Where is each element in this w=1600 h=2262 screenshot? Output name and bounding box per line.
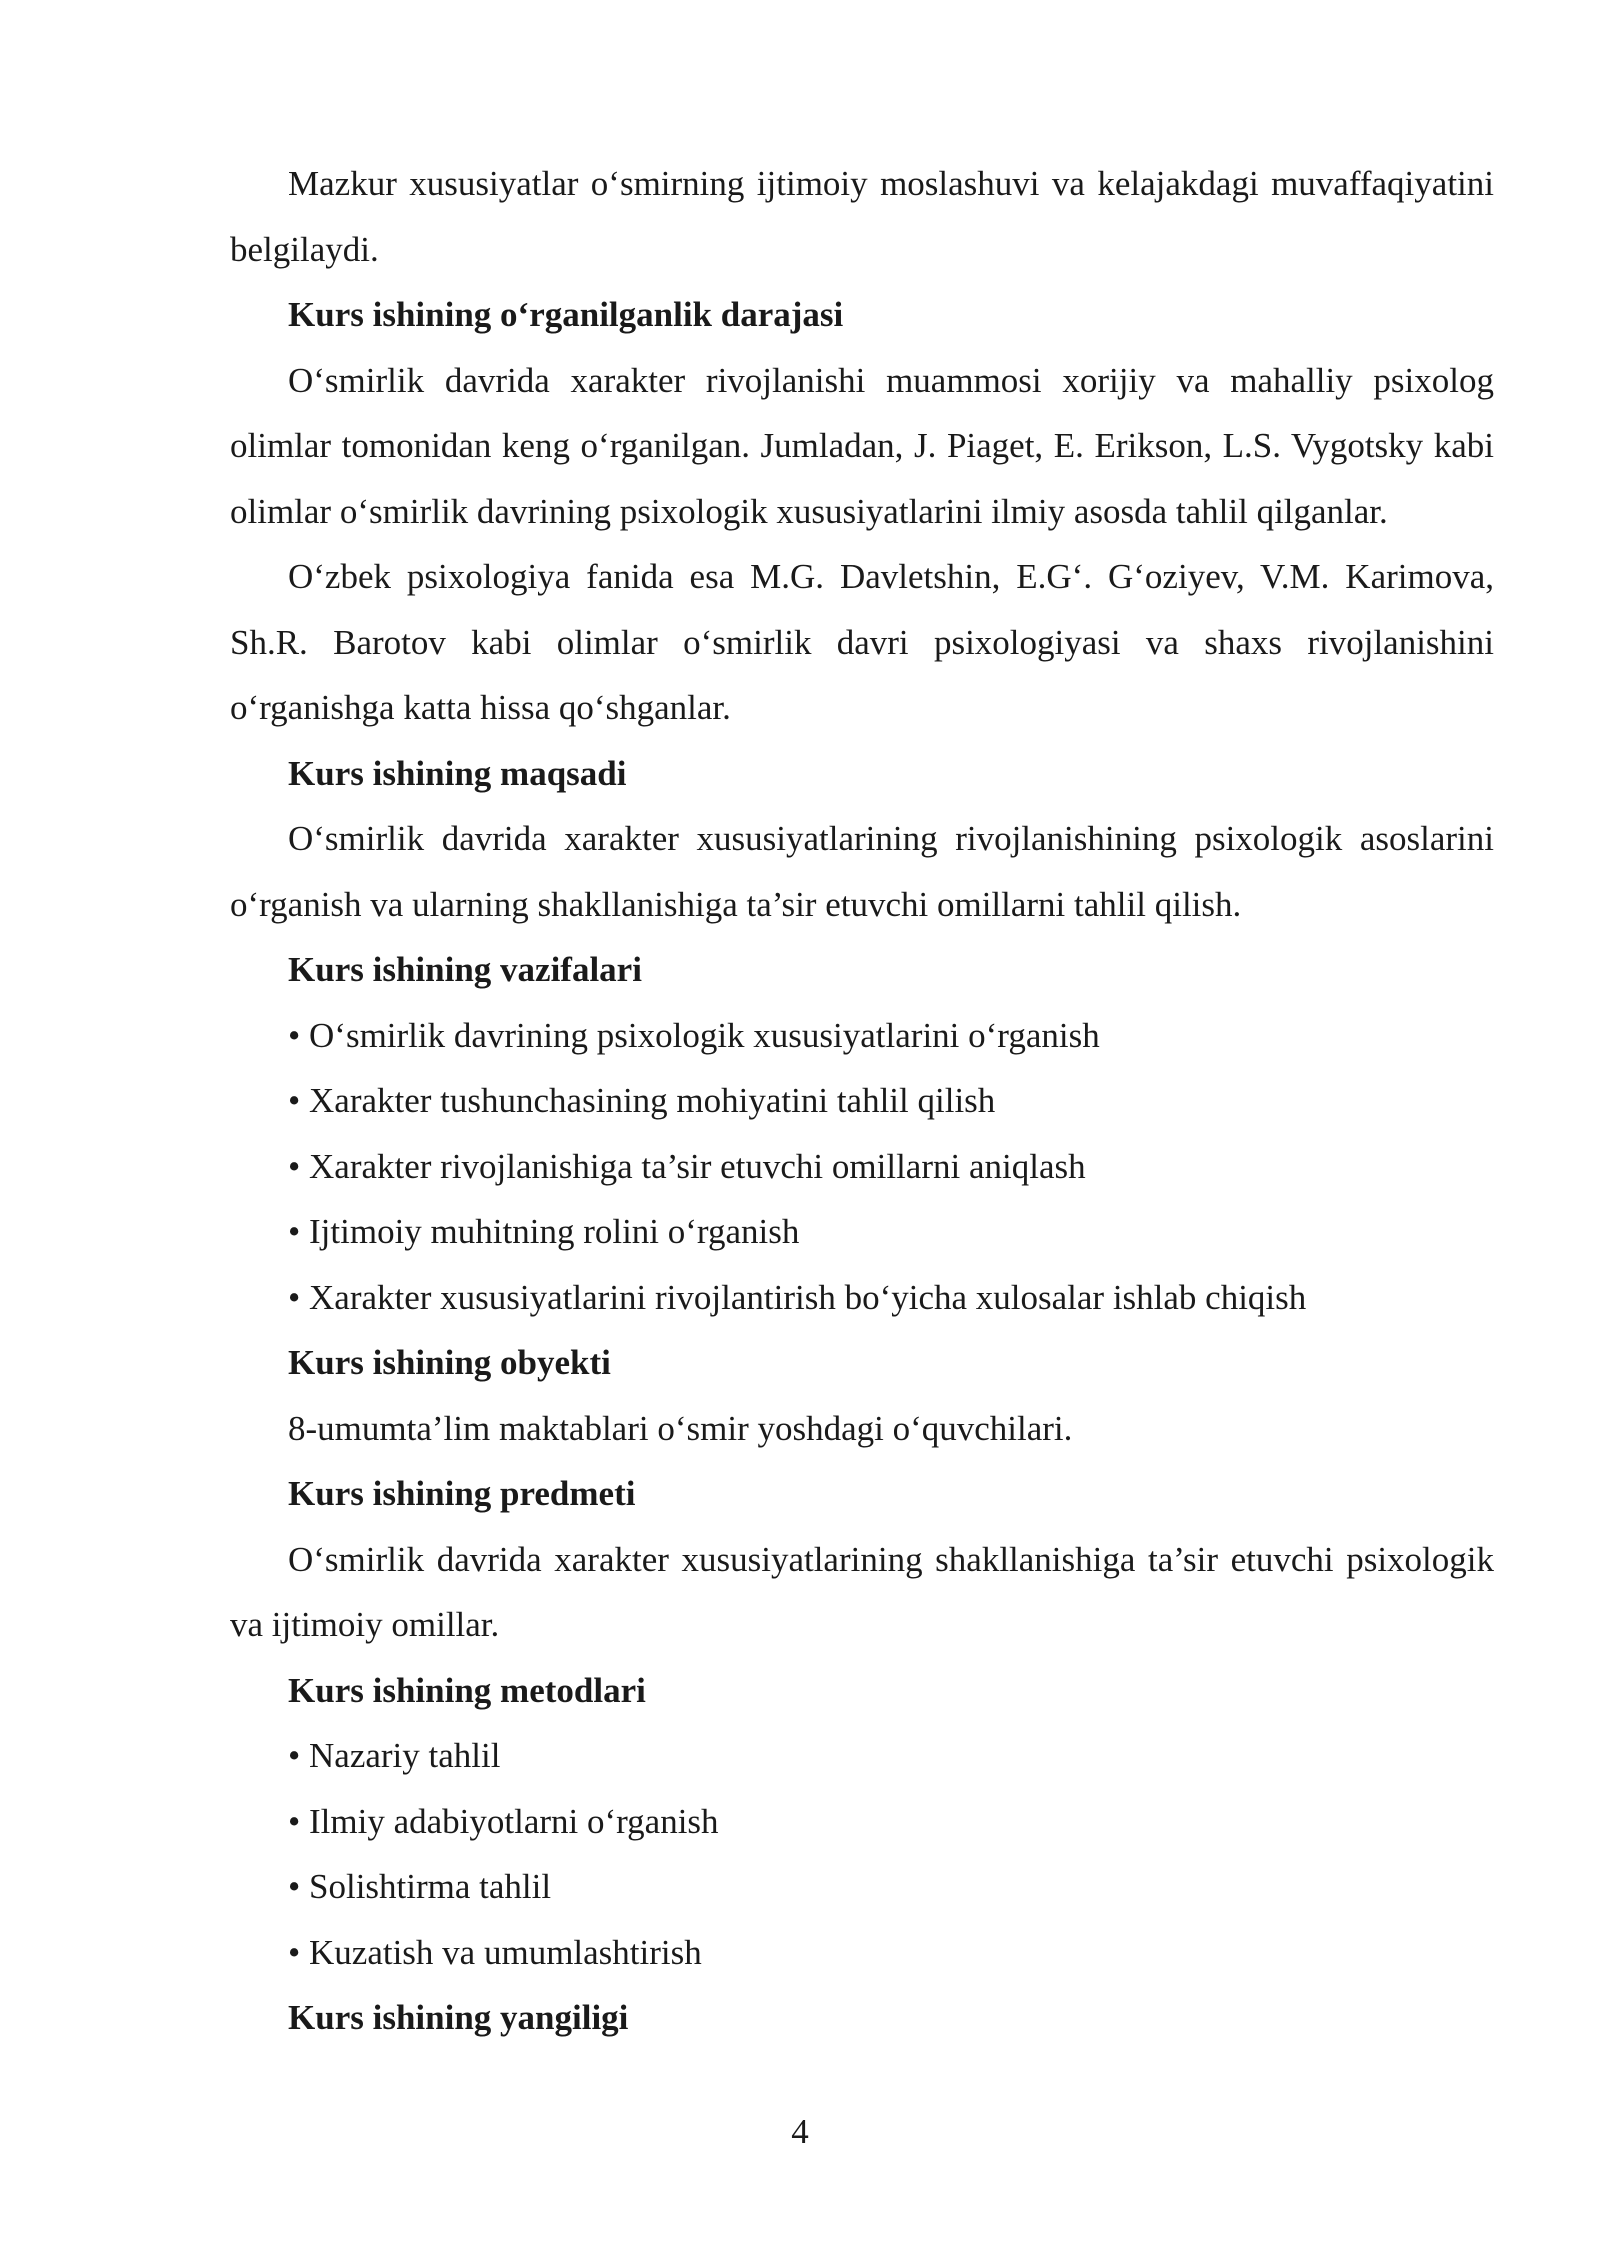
list-item: • Ijtimoiy muhitning rolini o‘rganish bbox=[288, 1199, 1494, 1265]
section-heading-methods: Kurs ishining metodlari bbox=[288, 1670, 646, 1710]
subject-paragraph: O‘smirlik davrida xarakter xususiyatlarining shakllanishiga ta’sir etuvchi psixologik va ijtimoiy omillar. bbox=[230, 1539, 1494, 1644]
intro-paragraph: Mazkur xususiyatlar o‘smirning ijtimoiy moslashuvi va kelajakdagi muvaffaqiyatini belgilaydi. bbox=[230, 164, 1494, 269]
section-heading-novelty: Kurs ishining yangiligi bbox=[288, 1998, 629, 2037]
list-item: • Solishtirma tahlil bbox=[288, 1854, 1494, 1920]
section-heading-study-level: Kurs ishining o‘rganilganlik darajasi bbox=[288, 295, 844, 334]
section-heading-tasks: Kurs ishining vazifalari bbox=[288, 950, 642, 989]
list-item: • O‘smirlik davrining psixologik xususiyatlarini o‘rganish bbox=[288, 1003, 1494, 1069]
object-paragraph: 8-umumta’lim maktablari o‘smir yoshdagi o‘quvchilari. bbox=[288, 1408, 1073, 1448]
methods-list bbox=[230, 1723, 1494, 1985]
goal-paragraph: O‘smirlik davrida xarakter xususiyatlarining rivojlanishining psixologik asoslarini o‘rganish va ularning shakllanishiga ta’sir etuvchi omillarni tahlil qilish. bbox=[230, 819, 1494, 924]
page-number: 4 bbox=[791, 2112, 809, 2151]
section-heading-goal: Kurs ishining maqsadi bbox=[288, 753, 627, 793]
list-item: • Ilmiy adabiyotlarni o‘rganish bbox=[288, 1789, 1494, 1855]
section-heading-object: Kurs ishining obyekti bbox=[288, 1343, 611, 1382]
list-item: • Xarakter tushunchasining mohiyatini tahlil qilish bbox=[288, 1068, 1494, 1134]
section-heading-subject: Kurs ishining predmeti bbox=[288, 1474, 636, 1513]
list-item: • Nazariy tahlil bbox=[288, 1723, 1494, 1789]
list-item: • Kuzatish va umumlashtirish bbox=[288, 1920, 1494, 1986]
study-level-paragraph-2: O‘zbek psixologiya fanida esa M.G. Davletshin, E.G‘. G‘oziyev, V.M. Karimova, Sh.R. Barotov kabi olimlar o‘smirlik davri psixologiyasi va shaxs rivojlanishini o‘rganishga katta hissa qo‘shganlar. bbox=[230, 557, 1494, 727]
study-level-paragraph-1: O‘smirlik davrida xarakter rivojlanishi muammosi xorijiy va mahalliy psixolog olimlar tomonidan keng o‘rganilgan. Jumladan, J. Piaget, E. Erikson, L.S. Vygotsky kabi olimlar o‘smirlik davrining psixologik xususiyatlarini ilmiy asosda tahlil qilganlar. bbox=[230, 360, 1494, 531]
list-item: • Xarakter rivojlanishiga ta’sir etuvchi omillarni aniqlash bbox=[288, 1134, 1494, 1200]
tasks-list bbox=[230, 1003, 1494, 1331]
list-item: • Xarakter xususiyatlarini rivojlantirish bo‘yicha xulosalar ishlab chiqish bbox=[288, 1265, 1494, 1331]
